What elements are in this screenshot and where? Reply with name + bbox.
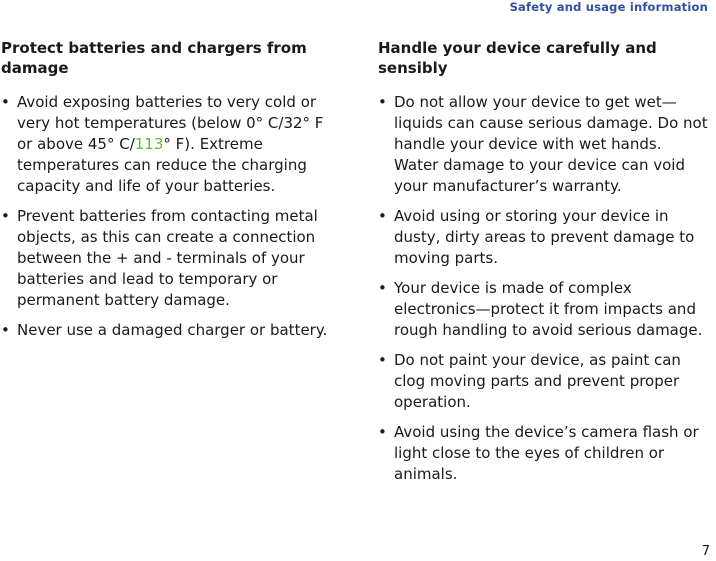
list-item (378, 92, 710, 197)
left-column (1, 38, 339, 350)
item-text: Your device is made of complex electronics—protect it from impacts and rough handling to avoid serious damage. (394, 279, 703, 339)
item-text: Do not allow your device to get wet—liquids can cause serious damage. Do not handle your device with wet hands. Water damage to your device can void your manufacturer’s warranty. (394, 93, 708, 195)
item-text: Do not paint your device, as paint can clog moving parts and prevent proper operation. (394, 351, 681, 411)
item-text: Prevent batteries from contacting metal objects, as this can create a connection between the + and - terminals of your batteries and lead to temporary or permanent battery damage. (17, 207, 318, 309)
bullet-icon: • (378, 207, 387, 225)
list-item (378, 350, 710, 413)
section-title-batteries: Protect batteries and chargers from damage (1, 39, 307, 77)
list-item (378, 278, 710, 341)
bullet-icon: • (378, 279, 387, 297)
item-text-post: ° F). Extreme temperatures can reduce the charging capacity and life of your batteries. (17, 135, 307, 195)
bullet-icon: • (1, 321, 10, 339)
bullet-icon: • (378, 351, 387, 369)
item-text: Never use a damaged charger or battery. (17, 321, 328, 339)
page-number: 7 (701, 544, 710, 559)
list-item (378, 206, 710, 269)
item-text: Avoid using or storing your device in dusty, dirty areas to prevent damage to moving parts. (394, 207, 695, 267)
bullet-icon: • (378, 93, 387, 111)
list-item (1, 92, 339, 197)
bullet-icon: • (1, 207, 10, 225)
section-title-device-handling: Handle your device carefully and sensibly (378, 39, 657, 77)
bullet-icon: • (1, 93, 10, 111)
highlighted-number: 113 (134, 135, 164, 153)
item-text: Avoid using the device’s camera flash or light close to the eyes of children or animals. (394, 423, 699, 483)
right-column (378, 38, 710, 494)
device-bullet-list (378, 92, 710, 485)
bullet-icon: • (378, 423, 387, 441)
item-text-pre: Avoid exposing batteries to very cold or very hot temperatures (below 0° C/32° F or above 45° C/ (17, 93, 324, 153)
running-header: Safety and usage information (509, 0, 708, 14)
battery-bullet-list (1, 92, 339, 341)
list-item (1, 206, 339, 311)
list-item (1, 320, 339, 341)
list-item (378, 422, 710, 485)
